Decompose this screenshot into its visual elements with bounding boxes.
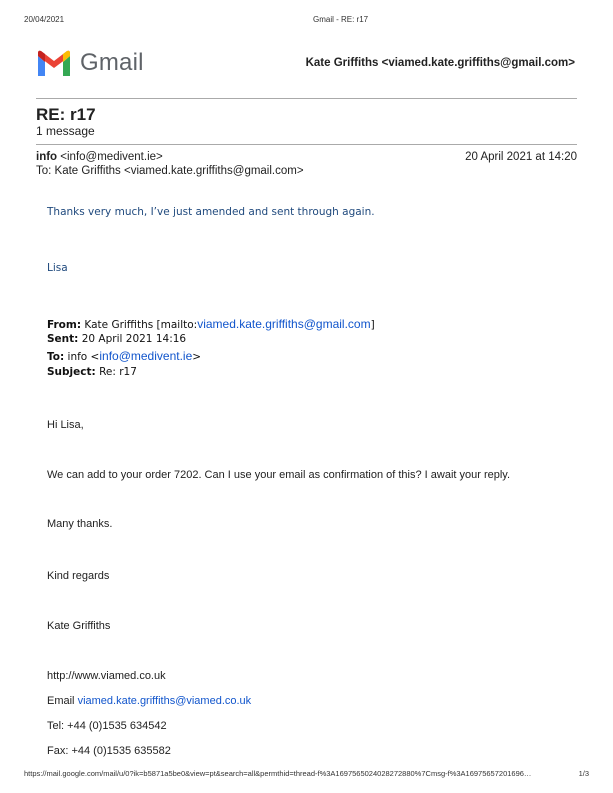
print-url: https://mail.google.com/mail/u/0?ik=b5871a5be0&view=pt&search=all&permthid=thread-f%3A1697565024028272880%7Cmsg-f%3A16975657201696… bbox=[24, 769, 532, 778]
account-label: Kate Griffiths <viamed.kate.griffiths@gmail.com> bbox=[305, 57, 575, 69]
quoted-from bbox=[47, 317, 375, 331]
quoted-subject bbox=[47, 366, 137, 378]
message-to: To: Kate Griffiths <viamed.kate.griffiths@gmail.com> bbox=[36, 165, 304, 177]
quoted-to bbox=[47, 349, 201, 363]
gmail-wordmark: Gmail bbox=[80, 49, 144, 76]
quoted-subject-label: Subject: bbox=[47, 366, 96, 378]
quoted-greeting: Hi Lisa, bbox=[47, 419, 84, 431]
reply-text: Thanks very much, I’ve just amended and sent through again. bbox=[47, 206, 375, 218]
thread-subject: RE: r17 bbox=[36, 105, 96, 124]
email-link[interactable]: viamed.kate.griffiths@viamed.co.uk bbox=[77, 695, 252, 707]
quoted-to-label: To: bbox=[47, 351, 65, 363]
print-date: 20/04/2021 bbox=[24, 15, 65, 24]
divider bbox=[36, 98, 577, 99]
sender-email: <info@medivent.ie> bbox=[60, 151, 163, 163]
quoted-to-value: info < bbox=[67, 351, 100, 363]
print-title: Gmail - RE: r17 bbox=[313, 15, 369, 24]
reply-signature: Lisa bbox=[47, 262, 68, 274]
message-from bbox=[36, 151, 163, 163]
quoted-tel: Tel: +44 (0)1535 634542 bbox=[47, 720, 167, 732]
quoted-sent-value: 20 April 2021 14:16 bbox=[81, 333, 187, 345]
sender-name: info bbox=[36, 151, 58, 163]
gmail-logo-icon bbox=[36, 50, 72, 78]
email-label: Email bbox=[47, 695, 75, 707]
quoted-sent-label: Sent: bbox=[47, 333, 79, 345]
quoted-from-link[interactable]: viamed.kate.griffiths@gmail.com bbox=[197, 317, 371, 331]
quoted-sent bbox=[47, 333, 186, 345]
quoted-thanks: Many thanks. bbox=[47, 518, 113, 530]
quoted-subject-value: Re: r17 bbox=[99, 366, 137, 378]
message-count: 1 message bbox=[36, 124, 95, 138]
message-date: 20 April 2021 at 14:20 bbox=[465, 151, 577, 163]
quoted-from-label: From: bbox=[47, 319, 82, 331]
quoted-to-end: > bbox=[192, 351, 202, 363]
divider bbox=[36, 144, 577, 145]
quoted-from-end: ] bbox=[370, 319, 375, 331]
quoted-to-link[interactable]: info@medivent.ie bbox=[99, 349, 193, 363]
quoted-regards: Kind regards bbox=[47, 570, 110, 582]
website-link[interactable]: http://www.viamed.co.uk bbox=[47, 670, 166, 682]
quoted-paragraph: We can add to your order 7202. Can I use your email as confirmation of this? I await your reply. bbox=[47, 469, 511, 481]
quoted-name: Kate Griffiths bbox=[47, 620, 111, 632]
quoted-from-value: Kate Griffiths [mailto: bbox=[84, 319, 198, 331]
print-page: 1/3 bbox=[578, 769, 589, 778]
quoted-email bbox=[47, 695, 251, 707]
quoted-fax: Fax: +44 (0)1535 635582 bbox=[47, 745, 171, 757]
